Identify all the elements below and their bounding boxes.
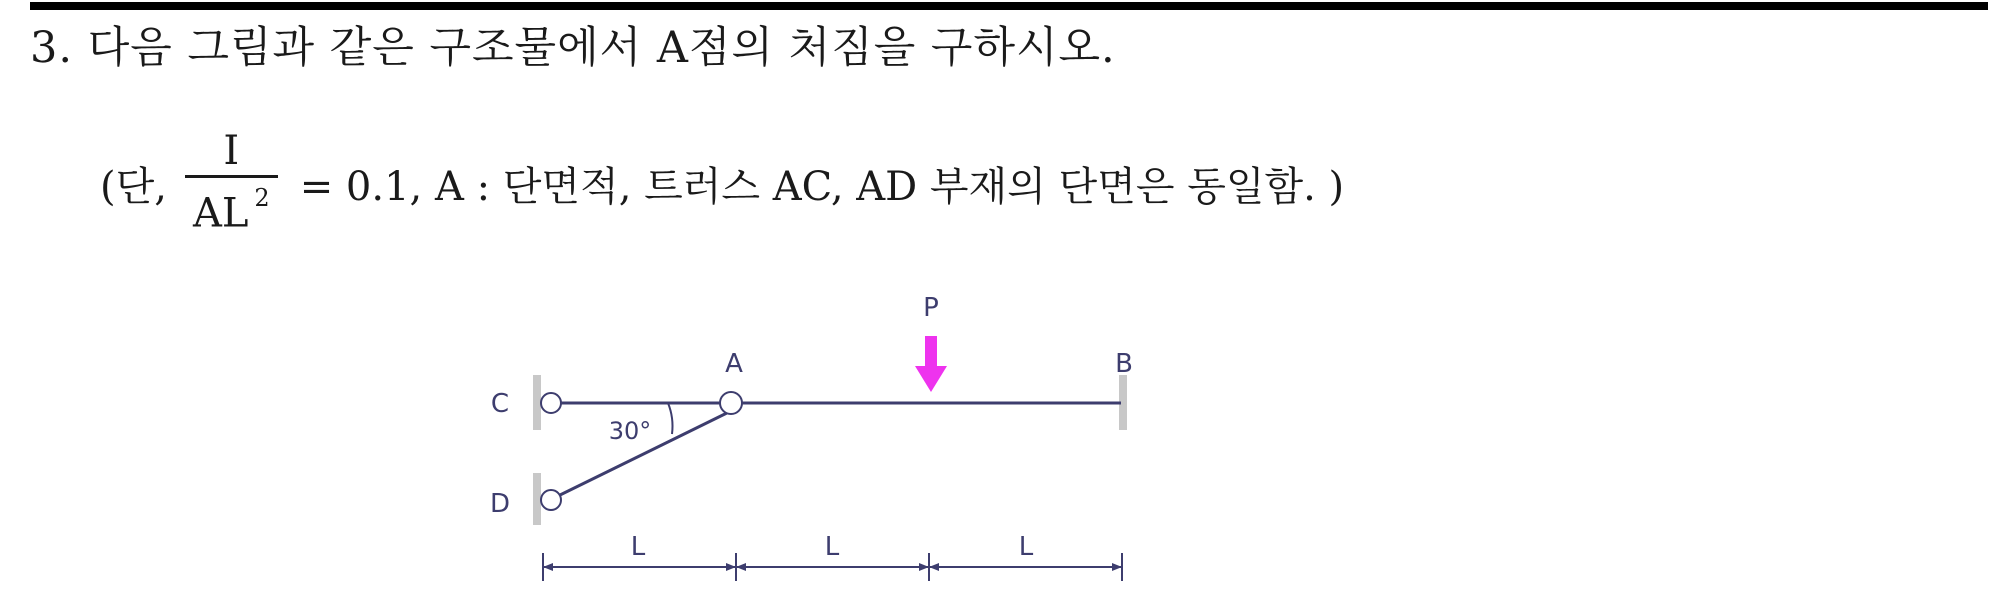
fraction-denominator-text: AL [192, 190, 249, 237]
label-p: P [923, 293, 939, 323]
condition-rest: = 0.1, A : 단면적, 트러스 AC, AD 부재의 단면은 동일함. ) [299, 163, 1345, 210]
load-arrow-shaft [925, 336, 937, 368]
denominator-exponent: 2 [254, 183, 270, 212]
hinge-a [720, 392, 742, 414]
dim-arrow [919, 563, 929, 571]
fraction-numerator: I [223, 127, 240, 174]
support-c-wall [533, 375, 541, 430]
span-label-2: L [824, 532, 840, 562]
dim-arrow [736, 563, 746, 571]
label-angle: 30° [608, 417, 652, 445]
label-b: B [1115, 349, 1133, 379]
hinge-c [541, 393, 561, 413]
load-arrow-head [915, 366, 947, 392]
dim-arrow [929, 563, 939, 571]
span-label-1: L [630, 532, 646, 562]
support-d-wall [533, 473, 541, 525]
label-d: D [489, 489, 511, 519]
span-label-3: L [1018, 532, 1034, 562]
dim-arrow [1112, 563, 1122, 571]
dim-arrow [726, 563, 736, 571]
condition-open: (단, [100, 163, 167, 210]
label-a: A [725, 349, 743, 379]
angle-arc [668, 403, 672, 434]
label-c: C [490, 389, 510, 419]
problem-statement: 3. 다음 그림과 같은 구조물에서 A점의 처짐을 구하시오. [30, 23, 1116, 73]
dim-arrow [543, 563, 553, 571]
hinge-d [541, 490, 561, 510]
